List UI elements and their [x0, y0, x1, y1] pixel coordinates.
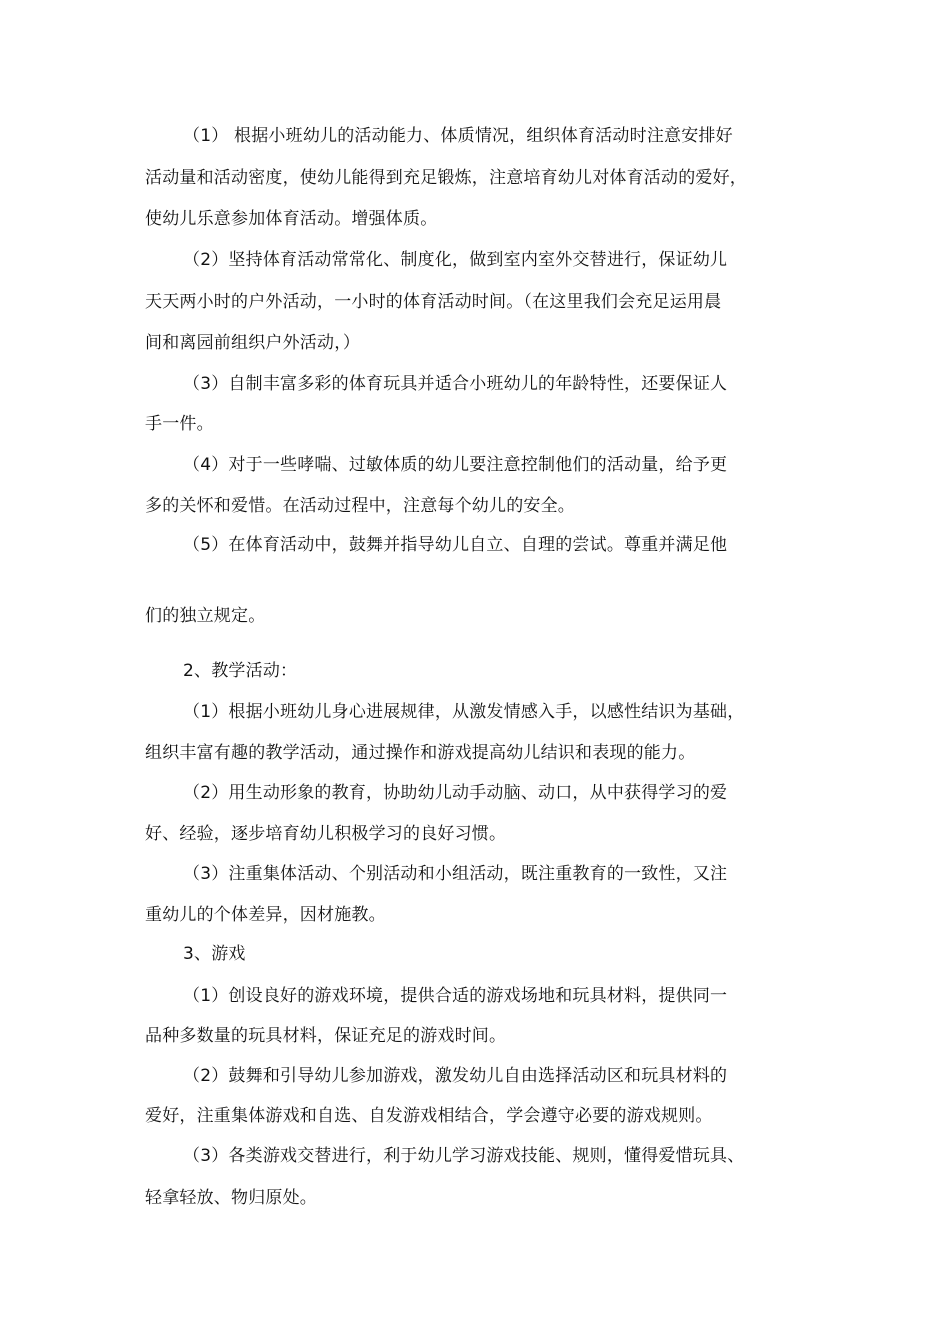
paragraph-line: （3）各类游戏交替进行，利于幼儿学习游戏技能、规则，懂得爱惜玩具、 — [183, 1146, 745, 1166]
paragraph-line: （3）注重集体活动、个别活动和小组活动，既注重教育的一致性，又注 — [183, 864, 728, 884]
paragraph-line: （1）根据小班幼儿身心进展规律，从激发情感入手，以感性结识为基础， — [183, 702, 745, 722]
paragraph-line: 手一件。 — [145, 414, 214, 434]
paragraph-line: 组织丰富有趣的教学活动，通过操作和游戏提高幼儿结识和表现的能力。 — [145, 743, 696, 763]
section-heading: 3、游戏 — [183, 944, 246, 964]
paragraph-line: 多的关怀和爱惜。在活动过程中，注意每个幼儿的安全。 — [145, 496, 575, 516]
section-heading: 2、教学活动： — [183, 661, 298, 681]
paragraph-line: （2）用生动形象的教育，协助幼儿动手动脑、动口，从中获得学习的爱 — [183, 783, 728, 803]
paragraph-line: （5）在体育活动中，鼓舞并指导幼儿自立、自理的尝试。尊重并满足他 — [183, 535, 728, 555]
paragraph-line: 轻拿轻放、物归原处。 — [145, 1188, 317, 1208]
paragraph-line: 天天两小时的户外活动，一小时的体育活动时间。（在这里我们会充足运用晨 — [145, 292, 722, 312]
paragraph-line: 们的独立规定。 — [145, 606, 266, 626]
paragraph-line: （3）自制丰富多彩的体育玩具并适合小班幼儿的年龄特性，还要保证人 — [183, 374, 728, 394]
paragraph-line: （4）对于一些哮喘、过敏体质的幼儿要注意控制他们的活动量，给予更 — [183, 455, 728, 475]
paragraph-line: 间和离园前组织户外活动，） — [145, 333, 361, 353]
paragraph-line: 使幼儿乐意参加体育活动。增强体质。 — [145, 209, 438, 229]
paragraph-line: 爱好，注重集体游戏和自选、自发游戏相结合，学会遵守必要的游戏规则。 — [145, 1106, 713, 1126]
paragraph-line: （1）创设良好的游戏环境，提供合适的游戏场地和玩具材料，提供同一 — [183, 986, 728, 1006]
paragraph-line: 品种多数量的玩具材料，保证充足的游戏时间。 — [145, 1026, 507, 1046]
paragraph-line: （1） 根据小班幼儿的活动能力、体质情况，组织体育活动时注意安排好 — [183, 126, 733, 146]
paragraph-line: （2）坚持体育活动常常化、制度化，做到室内室外交替进行，保证幼儿 — [183, 250, 728, 270]
paragraph-line: （2）鼓舞和引导幼儿参加游戏，激发幼儿自由选择活动区和玩具材料的 — [183, 1066, 728, 1086]
paragraph-line: 重幼儿的个体差异，因材施教。 — [145, 905, 386, 925]
paragraph-line: 活动量和活动密度，使幼儿能得到充足锻炼，注意培育幼儿对体育活动的爱好， — [145, 168, 747, 188]
paragraph-line: 好、经验，逐步培育幼儿积极学习的良好习惯。 — [145, 824, 507, 844]
